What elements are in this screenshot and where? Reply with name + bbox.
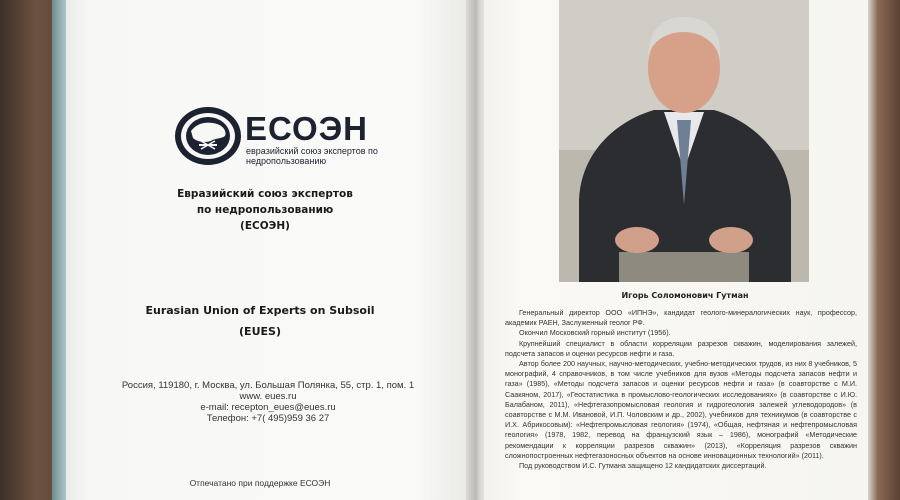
- bio-paragraph: Генеральный директор ООО «ИПНЭ», кандидат геолого-минералогических наук, профессор, академик РАЕН, Заслуженный геолог РФ.: [505, 308, 857, 328]
- left-page: [66, 0, 474, 500]
- biography-text: [505, 308, 857, 471]
- org-en-line: Eurasian Union of Experts on Subsoil: [145, 304, 375, 317]
- website: www. eues.ru: [239, 391, 297, 402]
- org-en-abbr: (EUES): [239, 325, 281, 338]
- brand-name: ЕСОЭН: [245, 110, 368, 147]
- bio-paragraph: Автор более 200 научных, научно-методических, учебно-методических трудов, из них 8 учебников, 5 монографий, 4 справочников, в том числе учебников для вузов «Методы подсчета запасов нефти и газа» (1985), «Методы подсчета запасов и оценки ресурсов нефти и газа» (в соавторстве с М.И. Саакяном, 2017), «Геостатистика в промыслово-геологических исследованиях» (в соавторстве с И.Ю. Балабаном, 2011), «Нефтегазопромысловая геология и гидрогеология залежей углеводородов» (в соавторстве с М.М. Ивановой, И.П. Чоловским и др., 2002), учебников для техникумов (в соавторстве с И.Х. Абрикосовым): «Нефтепромысловая геология» (1974), «Общая, нефтяная и нефтепромысловая геология» (1978, 1982, перевод на французский язык – 1986), монографий «Методические рекомендации к корреляции разрезов скважин» (2013), «Корреляция разрезов скважин сложнопостроенных нефтегазоносных объектов на основе инновационных технологий» (2011).: [505, 359, 857, 460]
- org-ru-line: Евразийский союз экспертов: [177, 188, 353, 200]
- phone: Телефон: +7( 495)959 36 27: [206, 413, 330, 424]
- org-name-english: [130, 300, 390, 342]
- bio-paragraph: Под руководством И.С. Гутмана защищено 12 кандидатских диссертаций.: [519, 461, 767, 471]
- org-ru-line: по недропользованию: [196, 204, 334, 216]
- brand-subtitle: евразийский союз экспертов по недропользованию: [246, 146, 378, 166]
- print-support-note: Отпечатано при поддержке ЕСОЭН: [189, 478, 331, 488]
- org-ru-abbr: (ЕСОЭН): [240, 220, 290, 232]
- globe-emblem-icon: [173, 105, 243, 167]
- org-name-russian: [165, 186, 365, 234]
- bio-paragraph: Крупнейший специалист в области корреляции разрезов скважин, моделирования залежей, подсчета запасов и оценки ресурсов нефти и газа.: [505, 338, 857, 358]
- contact-block: [118, 380, 418, 424]
- portrait-caption: Игорь Соломонович Гутман: [621, 291, 749, 300]
- address: Россия, 119180, г. Москва, ул. Большая Полянка, 55, стр. 1, пом. 1: [121, 380, 415, 391]
- bio-paragraph: Окончил Московский горный институт (1956).: [519, 328, 671, 338]
- book-right-edge: [868, 0, 900, 500]
- portrait-photo: [559, 0, 809, 282]
- email: e-mail: recepton_eues@eues.ru: [200, 402, 336, 413]
